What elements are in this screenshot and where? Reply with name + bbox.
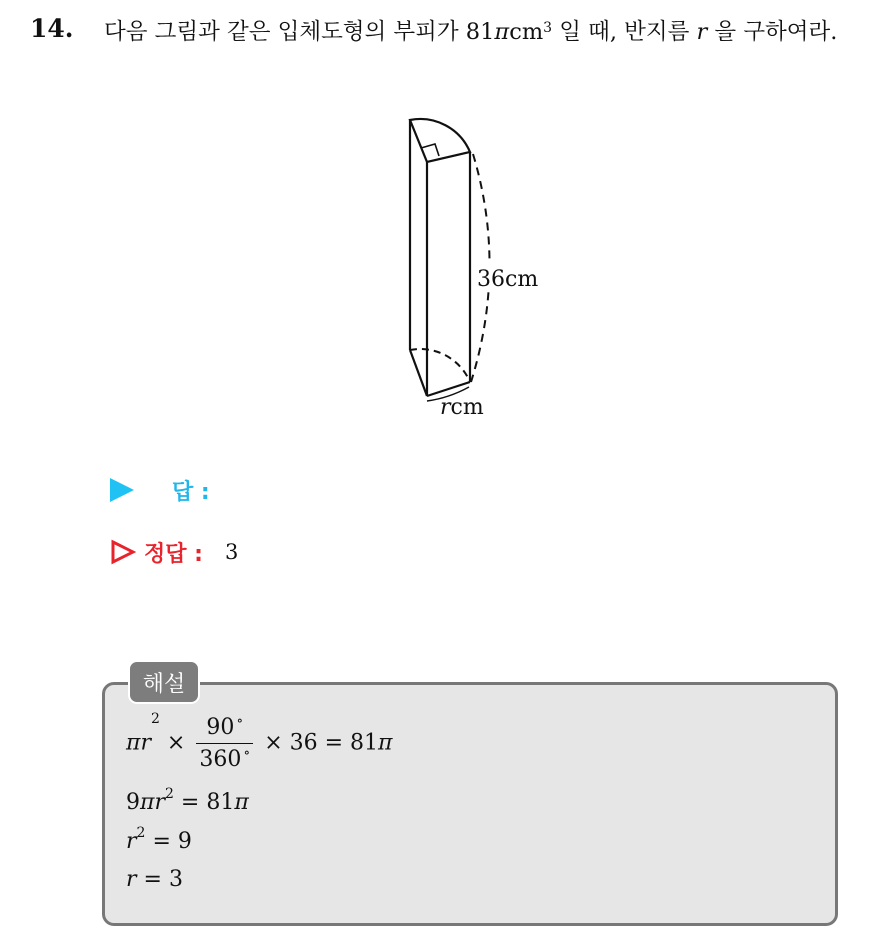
radius-label-var: r (440, 395, 451, 420)
unit-exponent: 3 (543, 20, 553, 36)
denominator-value: 360 (199, 747, 242, 772)
question-number: 14. (30, 14, 74, 43)
pi-symbol: π (126, 730, 141, 756)
solution-tag: 해설 (128, 660, 200, 704)
fraction-numerator (196, 715, 253, 744)
expression-rest: = 81 (173, 790, 235, 815)
exponent: 2 (151, 711, 160, 727)
degree-symbol: ∘ (236, 713, 244, 729)
correct-answer-label: 정답 : (144, 541, 203, 567)
question-text-part: 다음 그림과 같은 입체도형의 부피가 81 (104, 19, 495, 45)
solution-line-1 (126, 711, 393, 772)
answer-row (110, 474, 210, 506)
pi-symbol: π (140, 790, 155, 815)
solution-line-4 (126, 867, 183, 892)
radius-variable: r (696, 19, 708, 45)
solution-line-3 (126, 825, 192, 854)
exponent: 2 (136, 825, 146, 841)
expression-rest: × 36 = 81 (257, 730, 379, 756)
angle-fraction (196, 715, 253, 772)
play-triangle-icon (110, 478, 134, 502)
radius-variable: r (126, 867, 137, 892)
radius-variable: r (126, 829, 137, 854)
radius-label-unit: cm (450, 395, 484, 420)
expression-rest: = 3 (136, 867, 183, 892)
exponent: 2 (165, 786, 174, 802)
height-label: 36cm (477, 267, 539, 292)
coefficient: 9 (126, 790, 140, 815)
unit: cm (509, 19, 544, 45)
operator: × (159, 730, 193, 756)
fraction-denominator (196, 744, 253, 772)
pi-symbol: π (234, 790, 249, 815)
solution-line-2 (126, 786, 249, 815)
pi-symbol: π (378, 730, 393, 756)
correct-answer-value: 3 (224, 540, 239, 564)
bottom-edge-right (427, 382, 470, 396)
question-text-part: 일 때, 반지름 (552, 19, 697, 45)
expression-rest: = 9 (145, 829, 192, 854)
bottom-edge-left (410, 350, 427, 396)
correct-answer-row (110, 535, 238, 569)
radius-variable: r (154, 790, 165, 815)
question-text (104, 14, 874, 50)
solid-figure-diagram (395, 110, 575, 430)
radius-label (440, 395, 484, 420)
answer-label: 답 : (172, 479, 210, 505)
pi-symbol: π (494, 19, 510, 45)
top-sector-face (410, 119, 470, 162)
question-text-part: 을 구하여라. (707, 19, 838, 45)
radius-variable: r (140, 730, 151, 756)
outline-triangle-icon (110, 539, 136, 565)
numerator-value: 90 (206, 715, 235, 740)
degree-symbol: ∘ (243, 745, 251, 761)
